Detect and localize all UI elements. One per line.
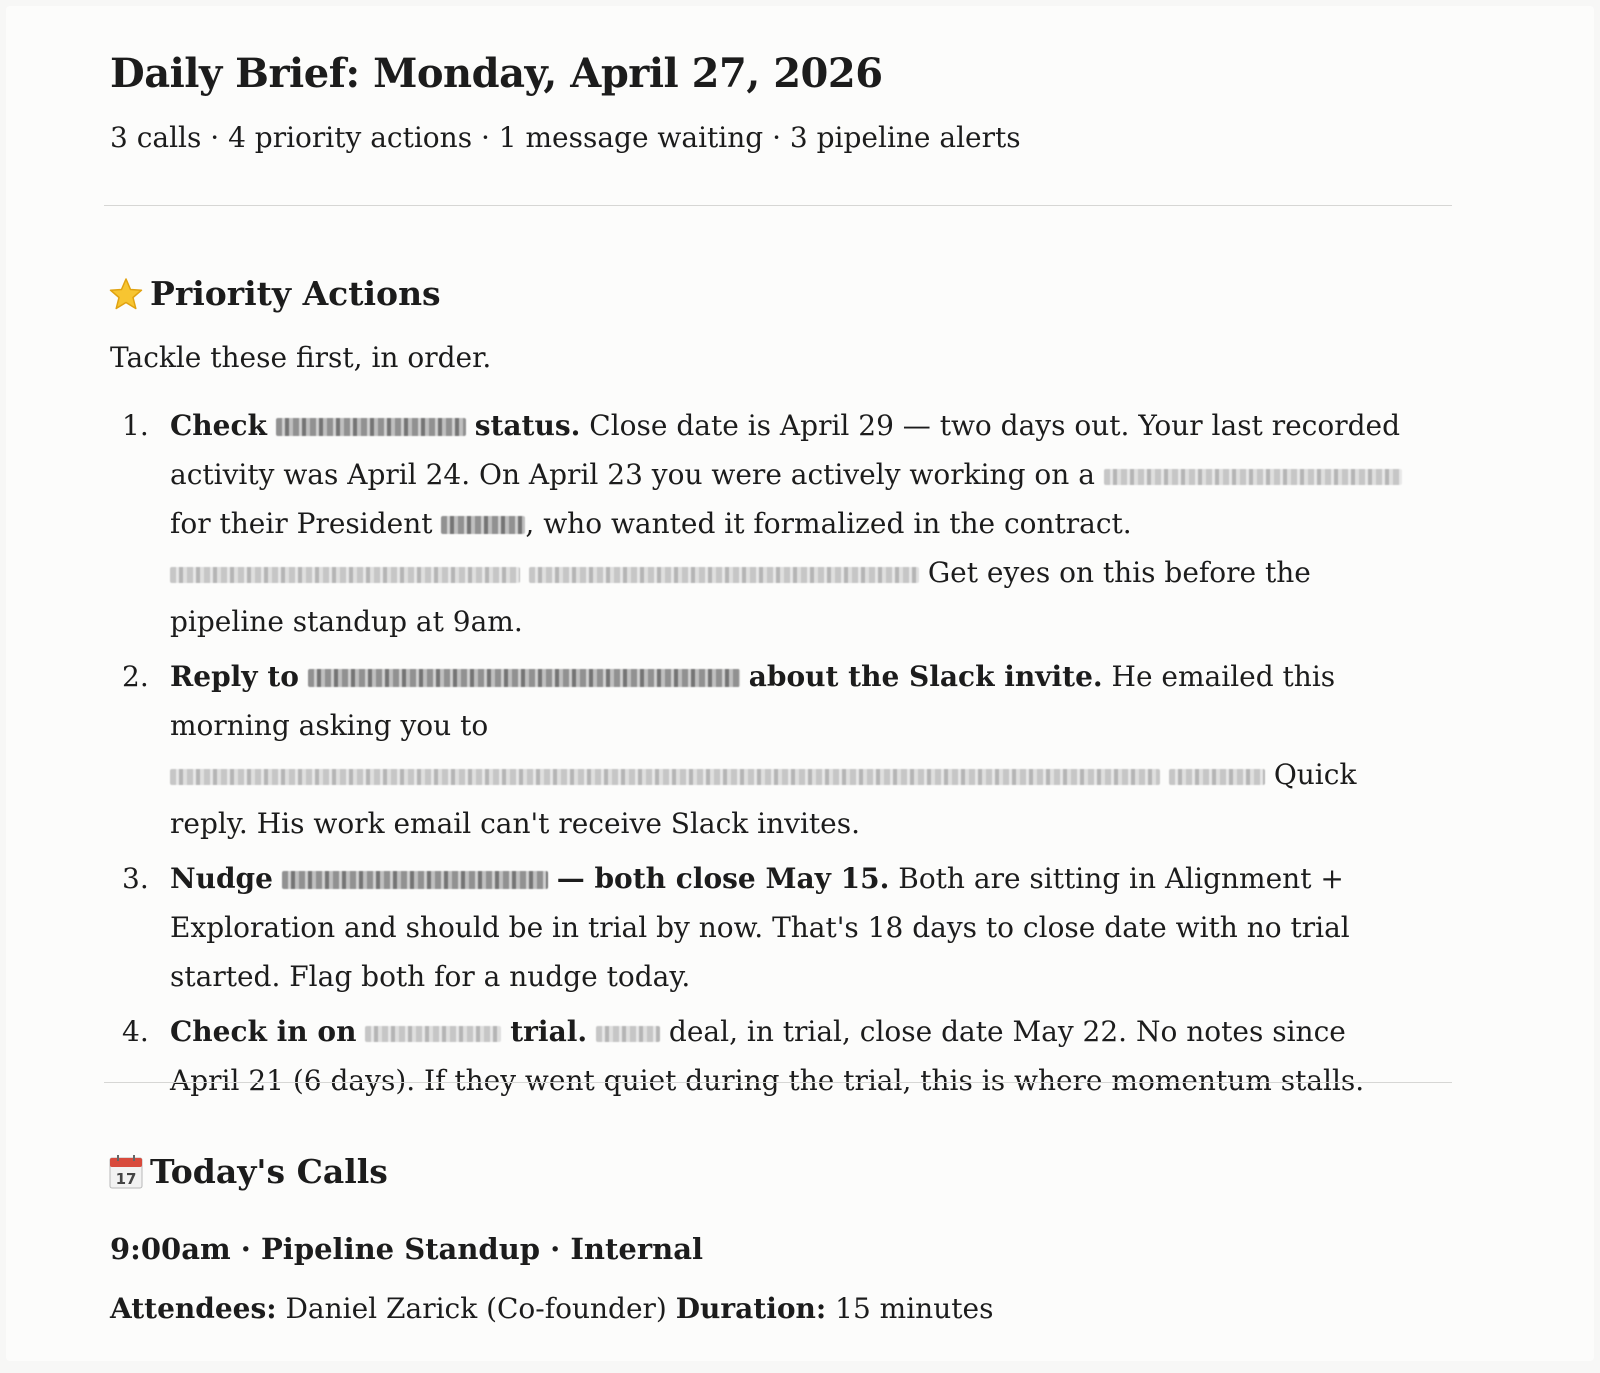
item-text: He emailed this morning asking you to	[170, 660, 1336, 742]
priority-actions-list	[110, 401, 1410, 1111]
list-item	[110, 1007, 1410, 1105]
duration-label: Duration:	[675, 1292, 827, 1325]
redacted-text	[365, 1026, 501, 1042]
duration-value: 15 minutes	[835, 1292, 994, 1325]
calendar-icon	[108, 1154, 144, 1190]
redacted-text	[282, 871, 548, 889]
call-meta	[110, 1292, 993, 1325]
todays-calls-heading	[108, 1152, 388, 1191]
list-item	[110, 854, 1410, 1001]
priority-actions-heading-text: Priority Actions	[150, 274, 441, 313]
item-bold-lead: Reply to	[170, 660, 299, 693]
list-number: 1.	[122, 409, 149, 442]
item-text: Both are sitting in Alignment + Exploration and should be in trial by now. That's 18 days to close date with no trial started. Flag both for a nudge today.	[170, 862, 1350, 993]
item-bold-lead: Check in on	[170, 1015, 357, 1048]
list-number: 3.	[122, 862, 149, 895]
item-bold-tail: trial.	[510, 1015, 588, 1048]
page-subtitle: 3 calls · 4 priority actions · 1 message waiting · 3 pipeline alerts	[110, 121, 1021, 154]
redacted-text	[529, 567, 919, 583]
priority-intro: Tackle these first, in order.	[110, 341, 492, 374]
star-icon	[108, 276, 144, 312]
list-item	[110, 652, 1410, 848]
calendar-day-number: 17	[115, 1169, 137, 1188]
item-bold-tail: about the Slack invite.	[748, 660, 1103, 693]
redacted-text	[441, 516, 525, 534]
redacted-text	[308, 669, 740, 687]
attendees-label: Attendees:	[110, 1292, 277, 1325]
priority-actions-heading	[108, 274, 441, 313]
list-item	[110, 401, 1410, 646]
redacted-text	[596, 1026, 660, 1042]
list-number: 2.	[122, 660, 149, 693]
page-title: Daily Brief: Monday, April 27, 2026	[110, 50, 883, 97]
item-bold-tail: — both close May 15.	[556, 862, 890, 895]
divider	[104, 1082, 1452, 1083]
redacted-text	[170, 769, 1160, 785]
attendees-value: Daniel Zarick (Co-founder)	[285, 1292, 667, 1325]
call-title: 9:00am · Pipeline Standup · Internal	[110, 1232, 704, 1266]
item-bold-lead: Nudge	[170, 862, 273, 895]
list-number: 4.	[122, 1015, 149, 1048]
item-text: Get eyes on this before the pipeline standup at 9am.	[170, 556, 1311, 638]
item-bold-tail: status.	[474, 409, 581, 442]
redacted-text	[276, 418, 466, 436]
item-text: deal, in trial, close date May 22. No notes since April 21 (6 days). If they went quiet during the trial, this is where momentum stalls.	[170, 1015, 1365, 1097]
item-text: for their President	[170, 507, 433, 540]
todays-calls-heading-text: Today's Calls	[150, 1152, 388, 1191]
redacted-text	[1104, 469, 1402, 485]
redacted-text	[170, 567, 520, 583]
daily-brief-page	[6, 6, 1594, 1361]
divider	[104, 205, 1452, 206]
item-bold-lead: Check	[170, 409, 267, 442]
redacted-text	[1169, 769, 1265, 785]
item-text: Quick reply. His work email can't receive Slack invites.	[170, 758, 1357, 840]
item-text: , who wanted it formalized in the contract.	[525, 507, 1132, 540]
item-text: Close date is April 29 — two days out. Your last recorded activity was April 24. On April 23 you were actively working on a	[170, 409, 1401, 491]
